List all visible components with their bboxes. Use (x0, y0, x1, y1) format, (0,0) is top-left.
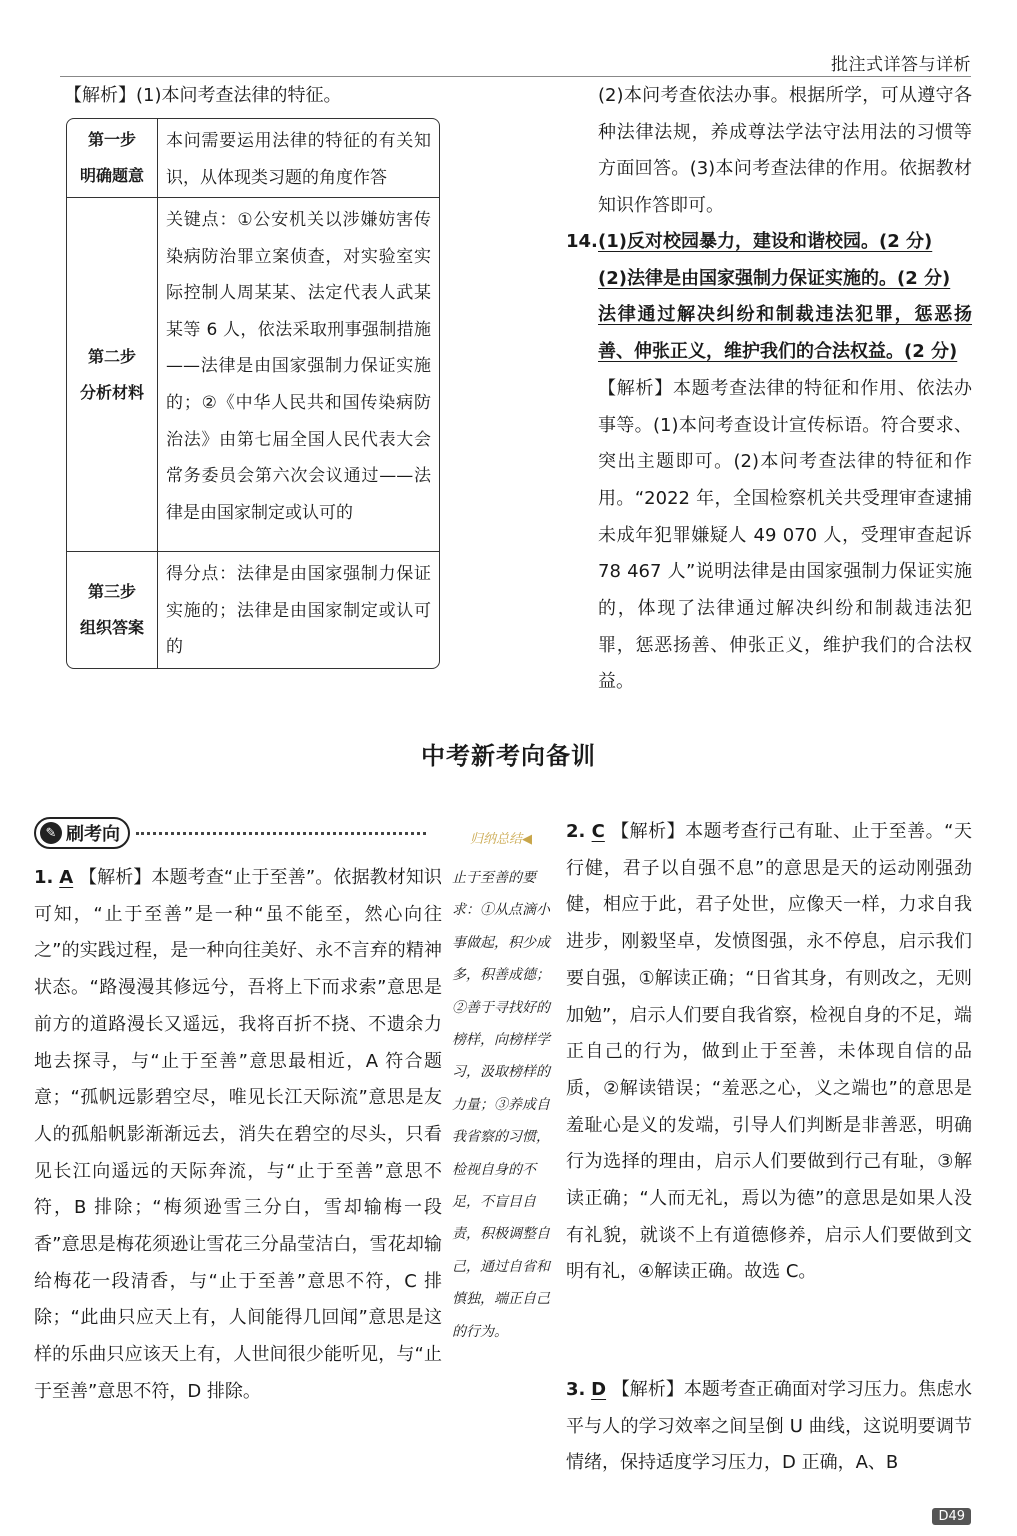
q3-analysis: 【解析】本题考查正确面对学习压力。焦虑水平与人的学习效率之间呈倒 U 曲线，这说明要调节情绪，保持适度学习压力，D 正确，A、B (566, 1379, 972, 1474)
q14-number: 14. (566, 231, 598, 252)
q3-block (566, 1372, 972, 1482)
badge-label: 刷考向 (66, 824, 120, 845)
analysis-intro: 【解析】(1)本问考查法律的特征。 (64, 85, 342, 106)
exam-direction-badge (34, 817, 130, 849)
step-body: 本问需要运用法律的特征的有关知识，从体现类习题的角度作答 (166, 131, 431, 188)
q2-number: 2. (566, 821, 586, 842)
q3-number: 3. (566, 1379, 586, 1400)
q14-answer-3: 法律通过解决纠纷和制裁违法犯罪，惩恶扬善、伸张正义，维护我们的合法权益。(2 分) (598, 304, 972, 363)
step-name: 第一步 明确题意 (67, 119, 158, 197)
section-title: 中考新考向备训 (421, 742, 596, 770)
q14-answer-1: (1)反对校园暴力，建设和谐校园。(2 分) (598, 231, 933, 252)
dotted-divider (136, 832, 426, 835)
q14-answer-line-2 (566, 261, 972, 298)
q14-answer-2: (2)法律是由国家强制力保证实施的。(2 分) (598, 267, 951, 289)
summary-tag: 归纳总结◀ (470, 832, 532, 847)
header-divider (60, 76, 971, 77)
q14-answer-line-3 (566, 297, 972, 370)
q2-text (566, 814, 972, 1291)
q2-analysis: 【解析】本题考查行己有耻、止于至善。“天行健，君子以自强不息”的意思是天的运动刚强劲健，相应于此，君子处世，应像天一样，力求自我进步，刚毅坚卓，发愤图强，永不停息，启示我们要自强，①解读正确；“日省其身，有则改之，无则加勉”，启示人们要自我省察，检视自身的不足，端正自己的行为，做到止于至善，未体现自信的品质，②解读错误；“羞恶之心，义之端也”的意思是羞耻心是义的发端，引导人们判断是非善恶，明确行为选择的理由，启示人们要做到行己有耻，③解读正确；“人而无礼，焉以为德”的意思是如果人没有礼貌，就谈不上有道德修养，启示人们要做到文明有礼，④解读正确。故选 C。 (566, 821, 972, 1283)
pencil-icon: ✎ (40, 822, 62, 844)
q1-answer: A (59, 867, 74, 888)
q2-block (566, 814, 972, 1291)
header-title: 批注式详答与详析 (831, 55, 971, 75)
q14-answer-block (566, 224, 972, 701)
q3-answer: D (591, 1379, 607, 1400)
q1-analysis: 【解析】本题考查“止于至善”。依据教材知识可知，“止于至善”是一种“虽不能至，然心向往之”的实践过程，是一种向往美好、永不言弃的精神状态。“路漫漫其修远兮，吾将上下而求索”意思是前方的道路漫长又遥远，我将百折不挠、不遗余力地去探寻，与“止于至善”意思最相近，A 符合题意；“孤帆远影碧空尽，唯见长江天际流”意思是友人的孤船帆影渐渐远去，消失在碧空的尽头，只看见长江向遥远的天际奔流，与“止于至善”意思不符，B 排除；“梅须逊雪三分白，雪却输梅一段香”意思是梅花须逊让雪花三分晶莹洁白，雪花却输给梅花一段清香，与“止于至善”意思不符，C 排除；“此曲只应天上有，人间能得几回闻”意思是这样的乐曲只应该天上有，人世间很少能听见，与“止于至善”意思不符，D 排除。 (34, 867, 442, 1402)
q14-analysis: 【解析】本题考查法律的特征和作用、依法办事等。(1)本问考查设计宣传标语。符合要求、突出主题即可。(2)本问考查法律的特征和作用。“2022 年，全国检察机关共受理审查逮捕未成年犯罪嫌疑人 49 070 人，受理审查起诉 78 467 人”说明法律是由国家强制力保证实施的，体现了法律通过解决纠纷和制裁违法犯罪，惩恶扬善、伸张正义，维护我们的合法权益。 (598, 377, 972, 693)
step-row-3 (67, 552, 439, 668)
q1-text (34, 860, 442, 1411)
step-table (66, 118, 440, 669)
step-row-1 (67, 119, 439, 198)
step-row-2 (67, 198, 439, 552)
summary-note: 止于至善的要求：①从点滴小事做起，积少成多，积善成德；②善于寻找好的榜样，向榜样学习，汲取榜样的力量；③养成自我省察的习惯，检视自身的不足，不盲目自责，积极调整自己，通过自省和慎独，端正自己的行为。 (452, 870, 550, 1340)
q1-block (34, 860, 442, 1411)
q14-answer-line-1 (566, 224, 972, 261)
step-body: 得分点：法律是由国家强制力保证实施的；法律是由国家制定或认可的 (166, 564, 431, 658)
page-number: D49 (932, 1508, 971, 1525)
q13-continued-analysis: (2)本问考查依法办事。根据所学，可从遵守各种法律法规，养成尊法学法守法用法的习惯等方面回答。(3)本问考查法律的作用。依据教材知识作答即可。 (598, 85, 972, 217)
step-name: 第三步 组织答案 (67, 552, 158, 668)
q3-text (566, 1372, 972, 1482)
step-body: 关键点：①公安机关以涉嫌妨害传染病防治罪立案侦查，对实验室实际控制人周某某、法定代表人武某某等 6 人，依法采取刑事强制措施——法律是由国家强制力保证实施的；②《中华人民共和国传染病防治法》由第七届全国人民代表大会常务委员会第六次会议通过——法律是由国家制定或认可的 (166, 210, 431, 523)
q2-answer: C (591, 821, 605, 842)
exam-direction-header (34, 816, 426, 850)
step-name: 第二步 分析材料 (67, 198, 158, 551)
q1-number: 1. (34, 867, 54, 888)
